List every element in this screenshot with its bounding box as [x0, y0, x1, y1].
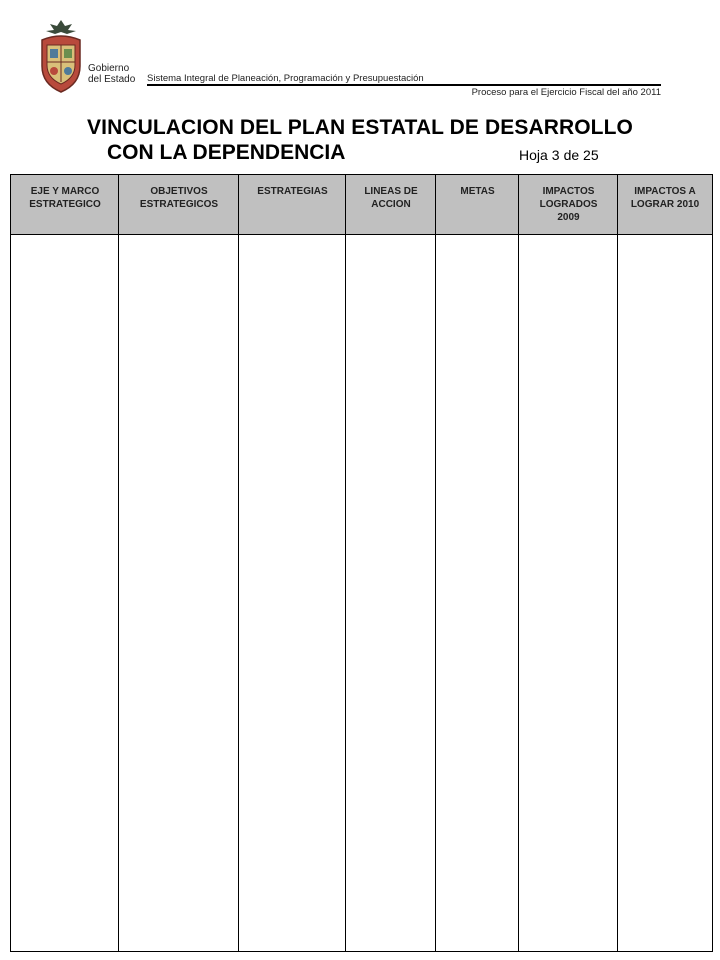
header-cell-eje: EJE Y MARCO ESTRATEGICO: [29, 186, 101, 210]
header-divider: [147, 84, 661, 86]
column-estrategias: [239, 175, 346, 951]
header-cell-lineas: LINEAS DE ACCION: [364, 186, 418, 210]
linkage-table: [10, 174, 713, 952]
column-eje: [11, 175, 119, 951]
page-counter-total: de 25: [563, 147, 599, 163]
page-counter-current: 3: [551, 147, 560, 163]
page-title-line1: VINCULACION DEL PLAN ESTATAL DE DESARROLLO: [87, 116, 633, 139]
header-cell-impactos-2010: IMPACTOS A LOGRAR 2010: [630, 186, 700, 210]
column-impactos-2010: [618, 175, 712, 951]
column-objetivos: [119, 175, 239, 951]
page-counter: [519, 147, 603, 163]
page-title-line2: CON LA DEPENDENCIA: [107, 141, 346, 164]
header-cell-impactos-2009: IMPACTOS LOGRADOS 2009: [539, 186, 598, 223]
column-impactos-2009: [519, 175, 618, 951]
header-cell-objetivos: OBJETIVOS ESTRATEGICOS: [139, 186, 219, 210]
column-lineas: [346, 175, 436, 951]
del-estado-label: del Estado: [88, 74, 136, 85]
state-seal-icon: [36, 18, 86, 96]
system-name: Sistema Integral de Planeación, Programación y Presupuestación: [147, 73, 424, 84]
gobierno-label: Gobierno: [88, 63, 130, 74]
header-cell-metas: METAS: [460, 186, 495, 197]
page-counter-prefix: Hoja: [519, 147, 548, 163]
header-cell-estrategias: ESTRATEGIAS: [257, 186, 328, 197]
column-metas: [436, 175, 519, 951]
fiscal-process-label: Proceso para el Ejercicio Fiscal del año 2011: [471, 87, 661, 98]
